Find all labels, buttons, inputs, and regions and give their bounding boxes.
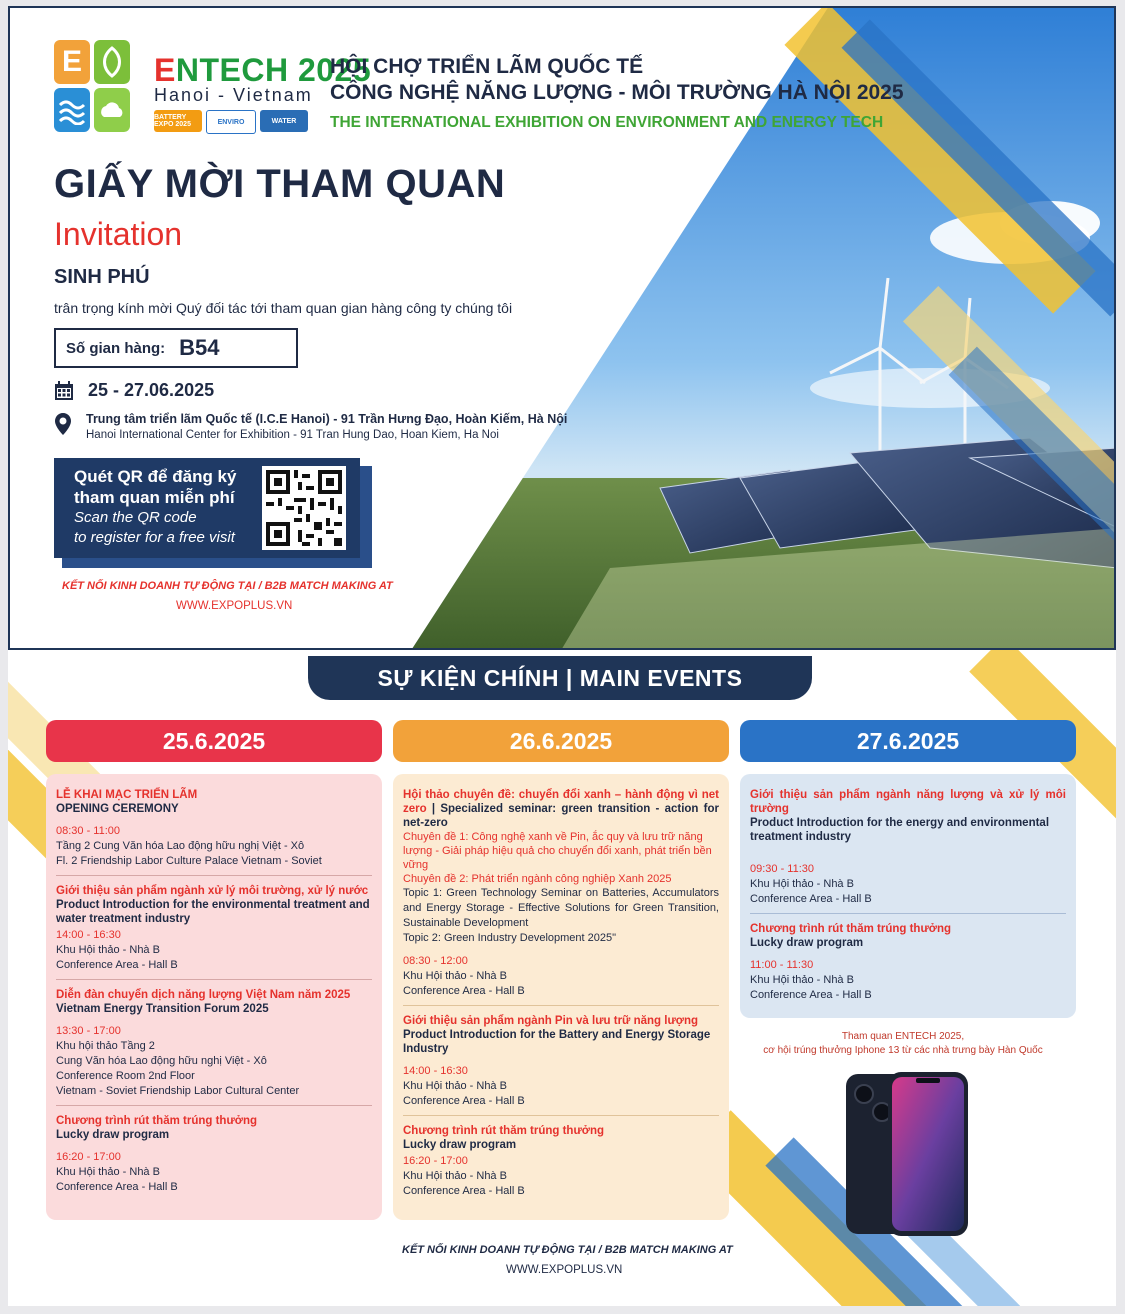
event-location: Conference Area - Hall B (56, 1181, 178, 1193)
event-title-en: Lucky draw program (403, 1139, 517, 1151)
calendar-icon (54, 381, 74, 401)
address-row (54, 412, 567, 441)
event-item (403, 788, 719, 1006)
event-location: Tầng 2 Cung Văn hóa Lao động hữu nghị Việt - Xô (56, 840, 305, 852)
event-item (403, 1124, 719, 1205)
exhibition-title-vn-line2: CÔNG NGHỆ NĂNG LƯỢNG - MÔI TRƯỜNG HÀ NỘI 2025 (330, 81, 904, 104)
event-time: 11:00 - 11:30 (750, 959, 814, 971)
event-location: Khu Hội thảo - Nhà B (750, 878, 854, 890)
brand-city: Hanoi - Vietnam (154, 85, 313, 105)
invitation-message: trân trọng kính mời Quý đối tác tới tham quan gian hàng công ty chúng tôi (54, 300, 513, 316)
event-item (750, 922, 1066, 1009)
b2b-text-en-bottom: / B2B MATCH MAKING AT (598, 1244, 733, 1256)
event-title-vn: LỄ KHAI MẠC TRIỂN LÃM (56, 789, 198, 801)
entech-logo (54, 40, 134, 136)
qr-text-vn-line1: Quét QR để đăng ký (74, 467, 237, 486)
event-location: Khu Hội thảo - Nhà B (403, 1080, 507, 1092)
location-pin-icon (54, 412, 72, 436)
lucky-draw-promo-text (748, 1030, 1058, 1058)
event-location: Khu hội thảo Tầng 2 (56, 1040, 155, 1052)
day-header-27-6: 27.6.2025 (740, 720, 1076, 762)
qr-register-box[interactable] (54, 458, 372, 568)
event-item (56, 884, 372, 980)
booth-label: Số gian hàng: (66, 339, 166, 357)
cloud-icon (94, 88, 130, 132)
logo-letter-e: E (54, 40, 90, 84)
event-time: 13:30 - 17:00 (56, 1025, 121, 1037)
day-card-27-6 (740, 774, 1076, 1018)
b2b-text-vn-bottom: KẾT NỐI KINH DOANH TỰ ĐỘNG TẠI (402, 1244, 596, 1256)
event-title-en: Lucky draw program (750, 937, 864, 949)
event-title-en: Product Introduction for the environmental treatment and water treatment industry (56, 899, 370, 925)
event-location: Conference Area - Hall B (403, 985, 525, 997)
invitation-subheading: Invitation (54, 216, 183, 252)
company-name: SINH PHÚ (54, 266, 150, 288)
exhibition-title-vn-line1: HỘI CHỢ TRIỂN LÃM QUỐC TẾ (330, 55, 644, 78)
promo-line2: cơ hội trúng thưởng Iphone 13 từ các nhà trưng bày Hàn Quốc (763, 1045, 1043, 1056)
event-location: Fl. 2 Friendship Labor Culture Palace Vietnam - Soviet (56, 855, 322, 867)
event-title-vn: Diễn đàn chuyển dịch năng lượng Việt Nam năm 2025 (56, 989, 351, 1001)
event-location: Conference Area - Hall B (56, 959, 178, 971)
address-vn: Trung tâm triển lãm Quốc tế (I.C.E Hanoi) - 91 Trần Hưng Đạo, Hoàn Kiếm, Hà Nội (86, 412, 568, 426)
event-time: 09:30 - 11:30 (750, 863, 815, 875)
b2b-text-vn-top: KẾT NỐI KINH DOANH TỰ ĐỘNG TẠI (62, 580, 256, 592)
brand-first-letter: E (154, 52, 176, 88)
invitation-header-section (8, 6, 1116, 650)
booth-value: B54 (179, 335, 220, 360)
website-link-bottom[interactable]: WWW.EXPOPLUS.VN (506, 1264, 623, 1276)
website-link-top[interactable]: WWW.EXPOPLUS.VN (176, 600, 293, 612)
water-wave-icon (54, 88, 90, 132)
day-card-26-6 (393, 774, 729, 1220)
event-title-vn: Chương trình rút thăm trúng thưởng (403, 1125, 604, 1137)
event-title-en: Lucky draw program (56, 1129, 170, 1141)
event-item (56, 988, 372, 1106)
event-time: 08:30 - 11:00 (56, 825, 121, 837)
invitation-sheet (8, 6, 1116, 1306)
day-header-26-6: 26.6.2025 (393, 720, 729, 762)
event-title-en: Product Introduction for the Battery and Energy Storage Industry (403, 1029, 711, 1055)
event-time: 16:20 - 17:00 (403, 1155, 468, 1167)
event-location: Vietnam - Soviet Friendship Labor Cultural Center (56, 1085, 300, 1097)
booth-number-box (54, 328, 298, 368)
event-location: Conference Area - Hall B (403, 1185, 525, 1197)
event-location: Khu Hội thảo - Nhà B (403, 970, 507, 982)
event-title-vn-text: Hội thảo chuyên đề: chuyển đổi xanh – hành động vì net zero (403, 789, 719, 815)
event-topic-vn: Chuyên đề 1: Công nghệ xanh về Pin, ắc quy và lưu trữ năng lượng - Giải pháp hiệu quả cho chuyển đổi xanh, phát triển bền vững (403, 831, 712, 871)
qr-text-en-line2: to register for a free visit (74, 529, 235, 546)
event-title-vn: Giới thiệu sản phẩm ngành Pin và lưu trữ năng lượng (403, 1015, 698, 1027)
partner-logo-water: WATER (260, 110, 308, 132)
event-location: Khu Hội thảo - Nhà B (56, 944, 160, 956)
event-location: Khu Hội thảo - Nhà B (750, 974, 854, 986)
event-time: 14:00 - 16:30 (403, 1065, 468, 1077)
brand-rest: NTECH 2025 (175, 52, 372, 88)
event-date: 25 - 27.06.2025 (88, 380, 215, 400)
event-topic-en: Topic 1: Green Technology Seminar on Batteries, Accumulators and Energy Storage - Effective Solutions for Green Transition, Sustainable Development (403, 887, 719, 929)
event-time: 14:00 - 16:30 (56, 929, 121, 941)
event-topic-vn: Chuyên đề 2: Phát triển ngành công nghiệp Xanh 2025 (403, 873, 672, 885)
event-location: Khu Hội thảo - Nhà B (403, 1170, 507, 1182)
b2b-text-top (62, 580, 393, 592)
qr-text-en (74, 508, 235, 548)
exhibition-title-vn (330, 54, 904, 106)
event-location: Conference Area - Hall B (403, 1095, 525, 1107)
event-title-vn: Chương trình rút thăm trúng thưởng (56, 1115, 257, 1127)
b2b-text-bottom (402, 1244, 733, 1256)
promo-line1: Tham quan ENTECH 2025, (841, 1031, 965, 1042)
event-location: Conference Area - Hall B (750, 893, 872, 905)
event-title-vn: Chương trình rút thăm trúng thưởng (750, 923, 951, 935)
event-title-vn: Giới thiệu sản phẩm ngành năng lượng và xử lý môi trường (750, 789, 1066, 815)
event-location: Khu Hội thảo - Nhà B (56, 1166, 160, 1178)
day-header-25-6: 25.6.2025 (46, 720, 382, 762)
event-item (56, 1114, 372, 1201)
invitation-heading: GIẤY MỜI THAM QUAN (54, 162, 506, 206)
event-title-vn (403, 788, 719, 830)
iphone-image (844, 1070, 974, 1240)
event-item (403, 1014, 719, 1116)
event-title-vn: Giới thiệu sản phẩm ngành xử lý môi trường, xử lý nước (56, 885, 369, 897)
event-title-en: OPENING CEREMONY (56, 803, 179, 815)
partner-logo-battery: BATTERY EXPO 2025 (154, 110, 202, 132)
event-title-en: | Specialized seminar: green transition - action for net-zero (403, 803, 719, 829)
event-title-en: Vietnam Energy Transition Forum 2025 (56, 1003, 269, 1015)
event-time: 16:20 - 17:00 (56, 1151, 121, 1163)
event-location: Conference Area - Hall B (750, 989, 872, 1001)
event-item (56, 788, 372, 876)
exhibition-title-en: THE INTERNATIONAL EXHIBITION ON ENVIRONMENT AND ENERGY TECH (330, 114, 884, 131)
qr-text-en-line1: Scan the QR code (74, 509, 197, 526)
qr-text-vn (74, 466, 236, 508)
event-title-en: Product Introduction for the energy and environmental treatment industry (750, 817, 1050, 843)
main-events-section (8, 650, 1116, 1306)
qr-text-vn-line2: tham quan miễn phí (74, 488, 235, 507)
day-card-25-6 (46, 774, 382, 1220)
event-location: Cung Văn hóa Lao động hữu nghị Việt - Xô (56, 1055, 267, 1067)
qr-box-panel (54, 458, 360, 558)
event-topic-en: Topic 2: Green Industry Development 2025" (403, 932, 617, 944)
event-date-row (54, 380, 214, 401)
qr-code[interactable] (262, 466, 346, 550)
b2b-text-en-top: / B2B MATCH MAKING AT (258, 580, 393, 592)
partner-logo-enviro: ENVIRO (206, 110, 256, 134)
event-location: Conference Room 2nd Floor (56, 1070, 195, 1082)
event-time: 08:30 - 12:00 (403, 955, 468, 967)
event-item (750, 788, 1066, 914)
leaf-icon (94, 40, 130, 84)
main-events-title: SỰ KIỆN CHÍNH | MAIN EVENTS (308, 656, 812, 700)
address-en: Hanoi International Center for Exhibition - 91 Tran Hung Dao, Hoan Kiem, Ha Noi (86, 429, 499, 441)
